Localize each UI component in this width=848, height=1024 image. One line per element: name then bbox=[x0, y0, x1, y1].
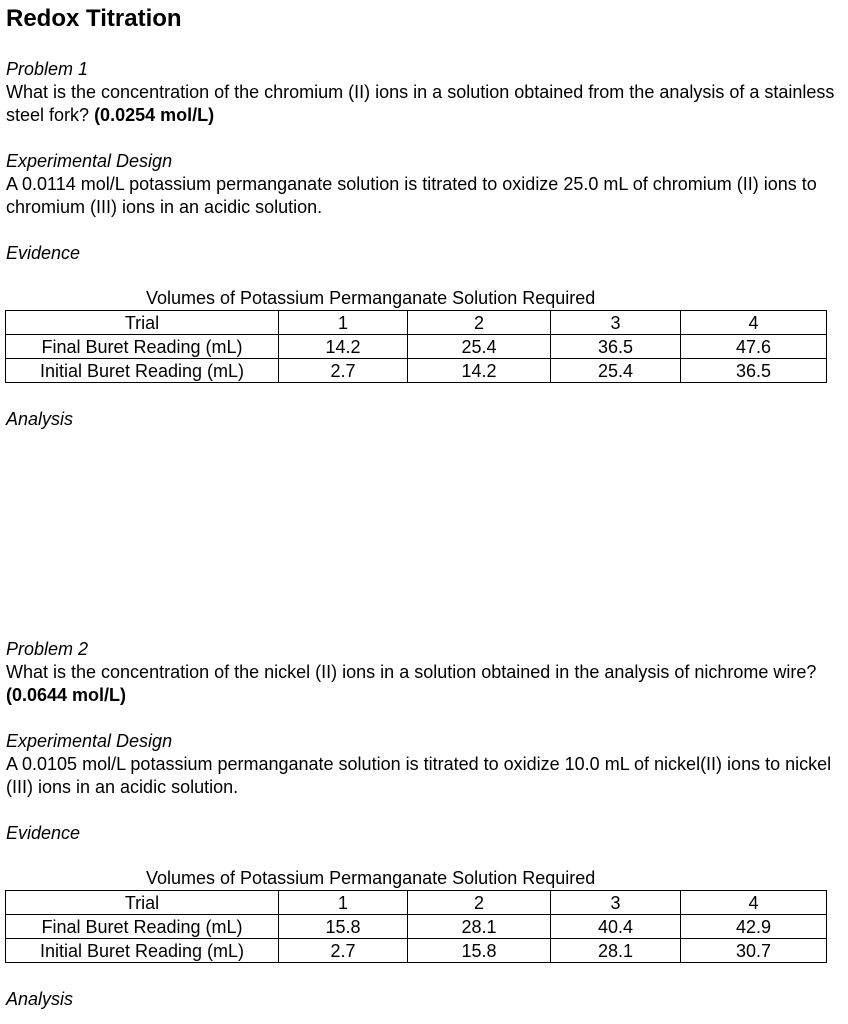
problem-1-question-text: What is the concentration of the chromium (II) ions in a solution obtained from the analysis of a stainless steel fork? bbox=[6, 82, 835, 125]
table-cell: 3 bbox=[551, 311, 681, 335]
table-cell: 2.7 bbox=[279, 359, 408, 383]
table-cell: 2 bbox=[408, 311, 551, 335]
table-cell: 36.5 bbox=[681, 359, 827, 383]
table-cell: 25.4 bbox=[551, 359, 681, 383]
table-cell: 42.9 bbox=[681, 915, 827, 939]
problem-2-design-heading: Experimental Design bbox=[6, 731, 173, 751]
page-title: Redox Titration bbox=[6, 5, 182, 32]
table-cell: Final Buret Reading (mL) bbox=[6, 335, 279, 359]
table-1 bbox=[5, 310, 827, 383]
table-cell: 25.4 bbox=[408, 335, 551, 359]
table-1-caption: Volumes of Potassium Permanganate Solution Required bbox=[146, 288, 596, 308]
table-cell: Trial bbox=[6, 311, 279, 335]
table-cell: 14.2 bbox=[408, 359, 551, 383]
problem-2-question-text: What is the concentration of the nickel (II) ions in a solution obtained in the analysis of nichrome wire? bbox=[6, 662, 817, 682]
problem-2-answer: (0.0644 mol/L) bbox=[6, 685, 127, 705]
table-cell: 40.4 bbox=[551, 915, 681, 939]
problem-1-design-text: A 0.0114 mol/L potassium permanganate solution is titrated to oxidize 25.0 mL of chromium (II) ions to chromium (III) ions in an acidic solution. bbox=[6, 174, 817, 217]
table-cell: Trial bbox=[6, 891, 279, 915]
table-row bbox=[6, 915, 827, 939]
table-cell: 2 bbox=[408, 891, 551, 915]
table-row bbox=[6, 359, 827, 383]
table-row bbox=[6, 335, 827, 359]
problem-2-question bbox=[6, 661, 836, 707]
problem-2-evidence-heading: Evidence bbox=[6, 823, 81, 843]
problem-1-analysis-heading: Analysis bbox=[6, 409, 74, 429]
table-cell: 36.5 bbox=[551, 335, 681, 359]
table-cell: 1 bbox=[279, 891, 408, 915]
table-cell: Final Buret Reading (mL) bbox=[6, 915, 279, 939]
problem-1-evidence-heading: Evidence bbox=[6, 243, 81, 263]
table-cell: 1 bbox=[279, 311, 408, 335]
table-cell: 28.1 bbox=[551, 939, 681, 963]
problem-1-design-heading: Experimental Design bbox=[6, 151, 173, 171]
table-2 bbox=[5, 890, 827, 963]
problem-2-heading: Problem 2 bbox=[6, 639, 89, 659]
table-row bbox=[6, 311, 827, 335]
table-cell: 14.2 bbox=[279, 335, 408, 359]
table-cell: 4 bbox=[681, 311, 827, 335]
table-cell: Initial Buret Reading (mL) bbox=[6, 359, 279, 383]
table-cell: 47.6 bbox=[681, 335, 827, 359]
table-row bbox=[6, 891, 827, 915]
problem-2-analysis-heading: Analysis bbox=[6, 989, 74, 1009]
table-cell: 4 bbox=[681, 891, 827, 915]
problem-1-heading: Problem 1 bbox=[6, 59, 89, 79]
table-2-caption: Volumes of Potassium Permanganate Solution Required bbox=[146, 868, 596, 888]
table-cell: 2.7 bbox=[279, 939, 408, 963]
table-cell: 15.8 bbox=[408, 939, 551, 963]
problem-1-question bbox=[6, 81, 836, 127]
table-cell: 28.1 bbox=[408, 915, 551, 939]
table-cell: 3 bbox=[551, 891, 681, 915]
table-cell: 15.8 bbox=[279, 915, 408, 939]
problem-2-design-text: A 0.0105 mol/L potassium permanganate solution is titrated to oxidize 10.0 mL of nickel(II) ions to nickel (III) ions in an acidic solution. bbox=[6, 754, 832, 797]
table-row bbox=[6, 939, 827, 963]
table-cell: 30.7 bbox=[681, 939, 827, 963]
table-cell: Initial Buret Reading (mL) bbox=[6, 939, 279, 963]
problem-1-answer: (0.0254 mol/L) bbox=[94, 105, 215, 125]
